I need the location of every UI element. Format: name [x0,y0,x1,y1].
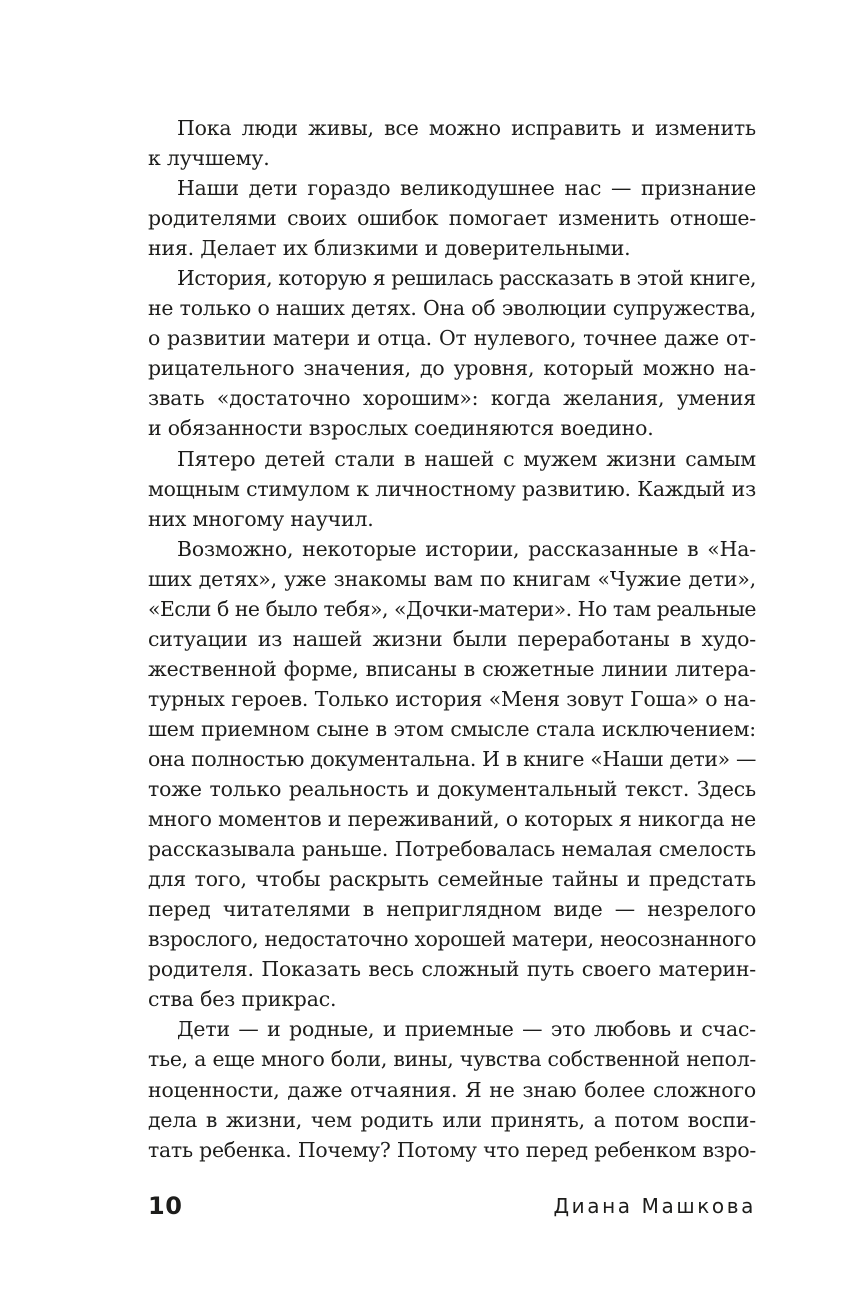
text-line: «Если б не было тебя», «Дочки-матери». Но там реальные [148,596,756,621]
text-line: перед читателями в неприглядном виде — незрелого [148,897,756,922]
text-line: тоже только реальность и документальный текст. Здесь [148,777,756,802]
text-line: и обязанности взрослых соединяются воедино. [148,416,654,441]
text-line: о развитии матери и отца. От нулевого, точнее даже от- [148,326,756,351]
paragraph-6 [148,1014,756,1164]
text-line: родителями своих ошибок помогает изменить отноше- [148,206,756,231]
text-line: ния. Делает их близкими и доверительными. [148,236,631,261]
text-line: тать ребенка. Почему? Потому что перед ребенком взро- [148,1137,756,1162]
text-line: Возможно, некоторые истории, рассказанные в «На- [177,536,756,561]
paragraph-2 [148,173,756,263]
text-line: жественной форме, вписаны в сюжетные линии литера- [148,656,756,681]
text-line: мощным стимулом к личностному развитию. Каждый из [148,476,756,501]
page-footer [148,1190,756,1230]
text-line: турных героев. Только история «Меня зовут Гоша» о на- [148,686,756,711]
text-line: тье, а еще много боли, вины, чувства собственной непол- [148,1047,756,1072]
text-line: ства без прикрас. [148,987,337,1012]
text-line: шем приемном сыне в этом смысле стала исключением: [148,716,756,741]
page-number: 10 [148,1192,183,1220]
text-line: ноценности, даже отчаяния. Я не знаю более сложного [148,1077,756,1102]
text-line: родителя. Показать весь сложный путь своего материн- [148,957,756,982]
body-text [148,113,756,1165]
text-line: не только о наших детях. Она об эволюции супружества, [148,296,756,321]
text-line: Наши дети гораздо великодушнее нас — признание [177,176,756,201]
text-line: рицательного значения, до уровня, который можно на- [148,356,756,381]
text-line: рассказывала раньше. Потребовалась немалая смелость [148,837,756,862]
paragraph-5 [148,534,756,1015]
text-line: Дети — и родные, и приемные — это любовь и счас- [177,1017,756,1042]
paragraph-4 [148,444,756,534]
text-line: дела в жизни, чем родить или принять, а потом воспи- [148,1107,756,1132]
text-line: к лучшему. [148,146,270,171]
text-line: Пятеро детей стали в нашей с мужем жизни самым [177,446,756,471]
text-line: ситуации из нашей жизни были переработаны в худо- [148,626,756,651]
text-line: взрослого, недостаточно хорошей матери, неосознанного [148,927,756,952]
paragraph-1 [148,113,756,173]
text-line: звать «достаточно хорошим»: когда желания, умения [148,386,756,411]
text-line: История, которую я решилась рассказать в этой книге, [177,266,756,291]
text-line: них многому научил. [148,506,374,531]
running-head-author: Диана Машкова [553,1194,756,1218]
text-line: для того, чтобы раскрыть семейные тайны и предстать [148,867,756,892]
text-line: Пока люди живы, все можно исправить и изменить [177,116,756,140]
paragraph-3 [148,263,756,443]
text-line: ших детях», уже знакомы вам по книгам «Чужие дети», [148,566,756,591]
text-line: много моментов и переживаний, о которых я никогда не [148,807,756,832]
text-line: она полностью документальна. И в книге «Наши дети» — [148,746,756,771]
